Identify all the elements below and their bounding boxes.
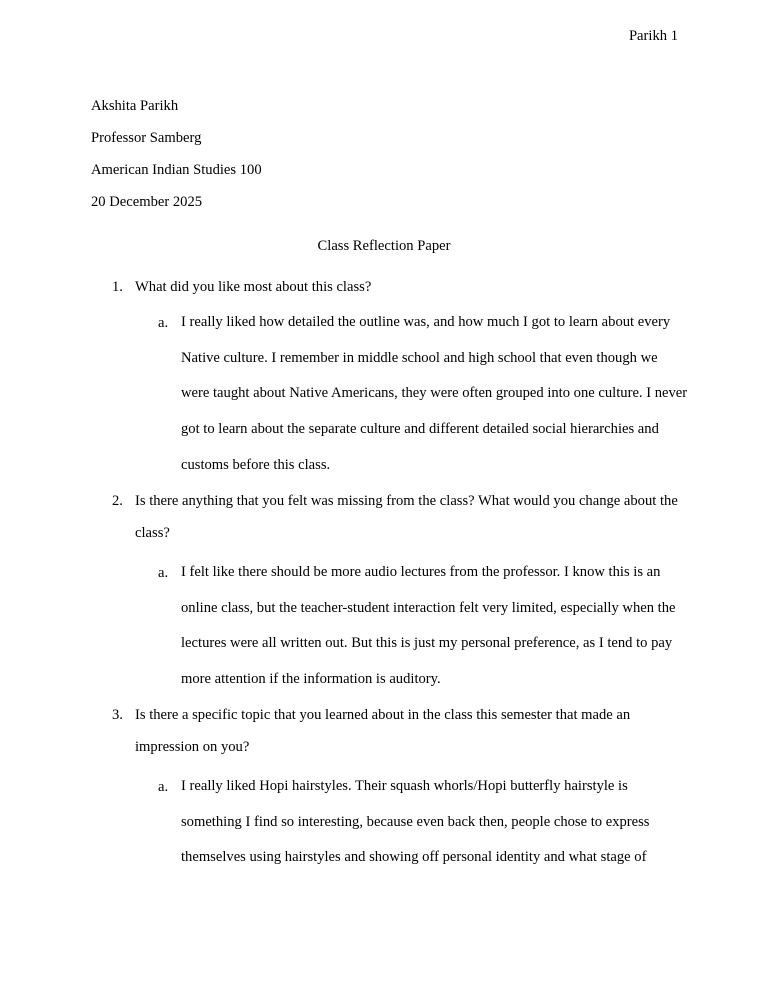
answer-text: I really liked Hopi hairstyles. Their squash whorls/Hopi butterfly hairstyle is something I find so interesting, because even back then, people chose to express themselves using hairstyles and showing off personal identity and what stage of (181, 778, 650, 866)
question-number: 3. (112, 707, 123, 723)
date: 20 December 2025 (91, 194, 203, 210)
professor-name: Professor Samberg (91, 130, 202, 146)
paper-title: Class Reflection Paper (317, 238, 451, 254)
answer-letter: a. (158, 565, 169, 581)
answer-2 (158, 564, 688, 698)
question-number: 2. (112, 493, 123, 509)
mla-heading (91, 97, 262, 225)
question-3 (112, 706, 682, 763)
course-name: American Indian Studies 100 (91, 162, 262, 178)
question-text: Is there anything that you felt was missing from the class? What would you change about the class? (135, 493, 678, 541)
question-1 (112, 278, 682, 303)
question-2 (112, 492, 682, 549)
student-name: Akshita Parikh (91, 98, 179, 114)
answer-text: I felt like there should be more audio lectures from the professor. I know this is an online class, but the teacher-student interaction felt very limited, especially when the lectures were all written out. But this is just my personal preference, as I tend to pay more attention if the information is auditory. (181, 564, 676, 687)
answer-letter: a. (158, 315, 169, 331)
answer-letter: a. (158, 779, 169, 795)
question-number: 1. (112, 279, 123, 295)
answer-text: I really liked how detailed the outline was, and how much I got to learn about every Native culture. I remember in middle school and high school that even though we were taught about Native Americans, they were often grouped into one culture. I never got to learn about the separate culture and different detailed social hierarchies and customs before this class. (181, 314, 688, 473)
running-header: Parikh 1 (628, 28, 678, 44)
question-text: Is there a specific topic that you learned about in the class this semester that made an impression on you? (135, 707, 631, 755)
question-text: What did you like most about this class? (135, 279, 372, 295)
answer-3 (158, 778, 688, 876)
answer-1 (158, 314, 688, 483)
